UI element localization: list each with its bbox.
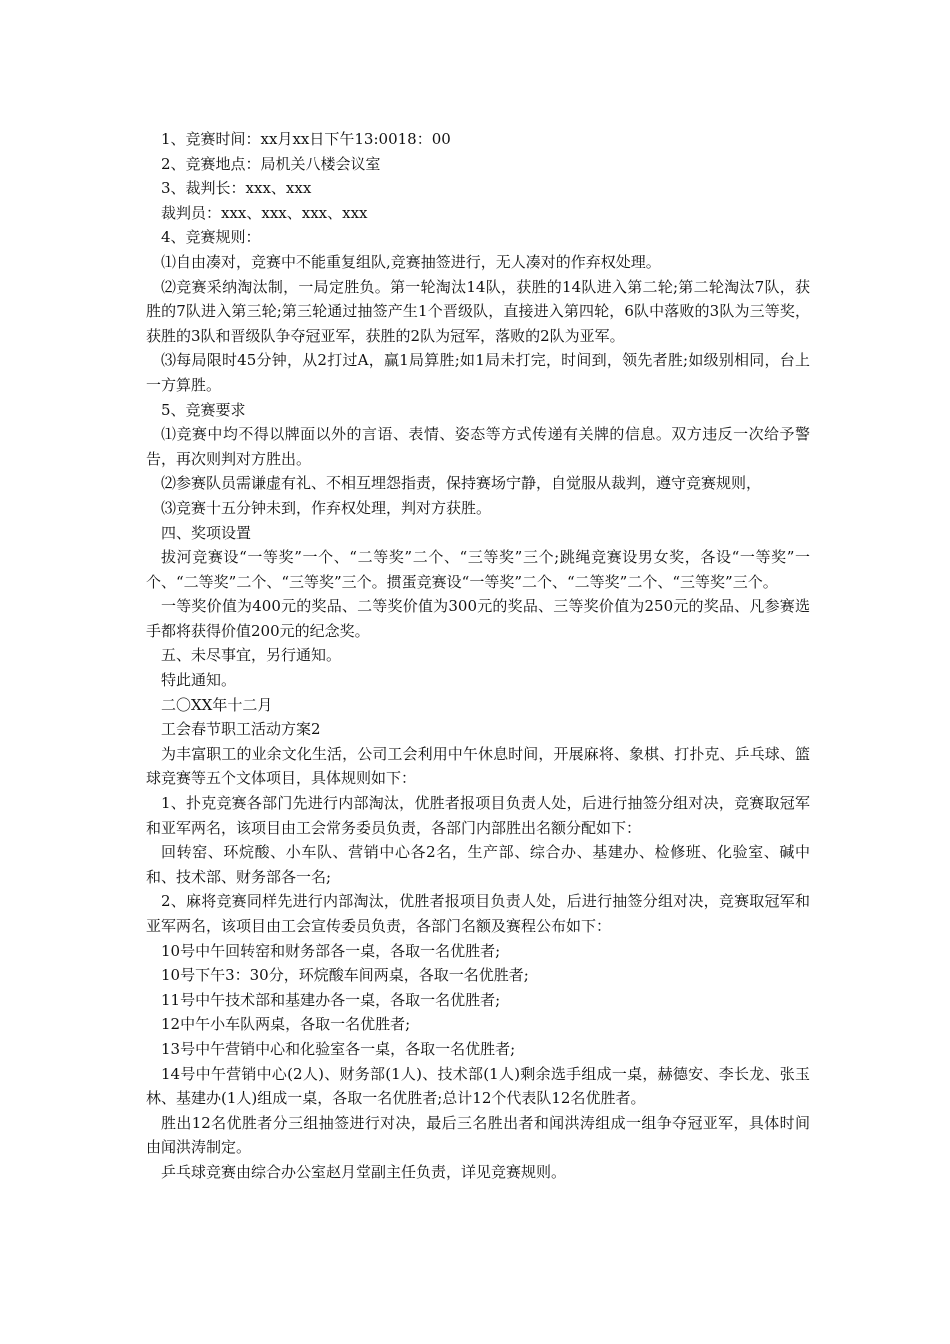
paragraph-awards-setup: 拔河竞赛设“一等奖”一个、“二等奖”二个、“三等奖”三个;跳绳竞赛设男女奖，各设“一等奖”一个、“二等奖”二个、“三等奖”三个。掼蛋竞赛设“一等奖”二个、“二等奖”二个、“三等奖”三个。: [146, 548, 810, 591]
paragraph-schedule-11: 11号中午技术部和基建办各一桌，各取一名优胜者;: [161, 990, 501, 1009]
paragraph-chief-referee: 3、裁判长：xxx、xxx: [161, 179, 312, 198]
paragraph-schedule-13: 13号中午营销中心和化验室各一桌，各取一名优胜者;: [161, 1039, 516, 1058]
paragraph-rules-heading: 4、竞赛规则：: [161, 228, 261, 247]
paragraph-plan-intro: 为丰富职工的业余文化生活，公司工会利用中午休息时间，开展麻将、象棋、打扑克、乒乓球、篮球竞赛等五个文体项目，具体规则如下：: [146, 744, 810, 788]
paragraph-referees: 裁判员：xxx、xxx、xxx、xxx: [161, 203, 368, 222]
paragraph-schedule-10-afternoon: 10号下午3：30分，环烷酸车间两桌，各取一名优胜者;: [161, 966, 529, 985]
paragraph-rule-3: ⑶每局限时45分钟，从2打过A，赢1局算胜;如1局未打完，时间到，领先者胜;如级别相同，台上一方算胜。: [146, 351, 810, 394]
paragraph-location: 2、竞赛地点：局机关八楼会议室: [161, 154, 381, 173]
paragraph-table-tennis: 乒乓球竞赛由综合办公室赵月堂副主任负责，详见竞赛规则。: [161, 1162, 567, 1181]
paragraph-poker: 1、扑克竞赛各部门先进行内部淘汰，优胜者报项目负责人处，后进行抽签分组对决，竞赛取冠军和亚军两名，该项目由工会常务委员负责，各部门内部胜出名额分配如下：: [146, 794, 810, 837]
paragraph-other-matters: 五、未尽事宜，另行通知。: [161, 646, 342, 665]
paragraph-rule-2: ⑵竞赛采纳淘汰制，一局定胜负。第一轮淘汰14队，获胜的14队进入第二轮;第二轮淘汰7队，获胜的7队进入第三轮;第三轮通过抽签产生1个晋级队，直接进入第四轮，6队中落败的3队为三等奖，获胜的3队和晋级队争夺冠亚军，获胜的2队为冠军，落败的2队为亚军。: [146, 277, 810, 345]
paragraph-awards-heading: 四、奖项设置: [161, 523, 252, 542]
paragraph-requirement-1: ⑴竞赛中均不得以牌面以外的言语、表情、姿态等方式传递有关牌的信息。双方违反一次给予警告，再次则判对方胜出。: [146, 425, 810, 468]
paragraph-plan-title: 工会春节职工活动方案2: [161, 720, 321, 739]
paragraph-awards-value: 一等奖价值为400元的奖品、二等奖价值为300元的奖品、三等奖价值为250元的奖品、凡参赛选手都将获得价值200元的纪念奖。: [146, 597, 810, 640]
paragraph-mahjong: 2、麻将竞赛同样先进行内部淘汰，优胜者报项目负责人处，后进行抽签分组对决，竞赛取冠军和亚军两名，该项目由工会宣传委员负责，各部门名额及赛程公布如下：: [146, 892, 810, 935]
paragraph-notice: 特此通知。: [161, 671, 237, 690]
paragraph-time: 1、竞赛时间：xx月xx日下午13:0018：00: [161, 130, 451, 148]
paragraph-date: 二〇XX年十二月: [161, 695, 273, 714]
paragraph-rule-1: ⑴自由凑对，竞赛中不能重复组队,竞赛抽签进行，无人凑对的作弃权处理。: [161, 252, 661, 271]
paragraph-schedule-12: 12中午小车队两桌，各取一名优胜者;: [161, 1015, 411, 1034]
paragraph-requirement-2: ⑵参赛队员需谦虚有礼、不相互埋怨指责，保持赛场宁静，自觉服从裁判，遵守竞赛规则，: [161, 474, 762, 493]
paragraph-final-round: 胜出12名优胜者分三组抽签进行对决，最后三名胜出者和闻洪涛组成一组争夺冠亚军，具体时间由闻洪涛制定。: [146, 1113, 810, 1157]
paragraph-requirement-3: ⑶竞赛十五分钟未到，作弃权处理，判对方获胜。: [161, 498, 492, 517]
paragraph-schedule-10-noon: 10号中午回转窑和财务部各一桌，各取一名优胜者;: [161, 941, 501, 960]
paragraph-requirements-heading: 5、竞赛要求: [161, 400, 246, 419]
paragraph-poker-quota: 回转窑、环烷酸、小车队、营销中心各2名，生产部、综合办、基建办、检修班、化验室、碱中和、技术部、财务部各一名;: [146, 843, 810, 886]
paragraph-schedule-14: 14号中午营销中心(2人)、财务部(1人)、技术部(1人)剩余选手组成一桌，赫德安、李长龙、张玉林、基建办(1人)组成一桌，各取一名优胜者;总计12个代表队12名优胜者。: [146, 1064, 810, 1108]
document-body: [146, 127, 810, 1185]
